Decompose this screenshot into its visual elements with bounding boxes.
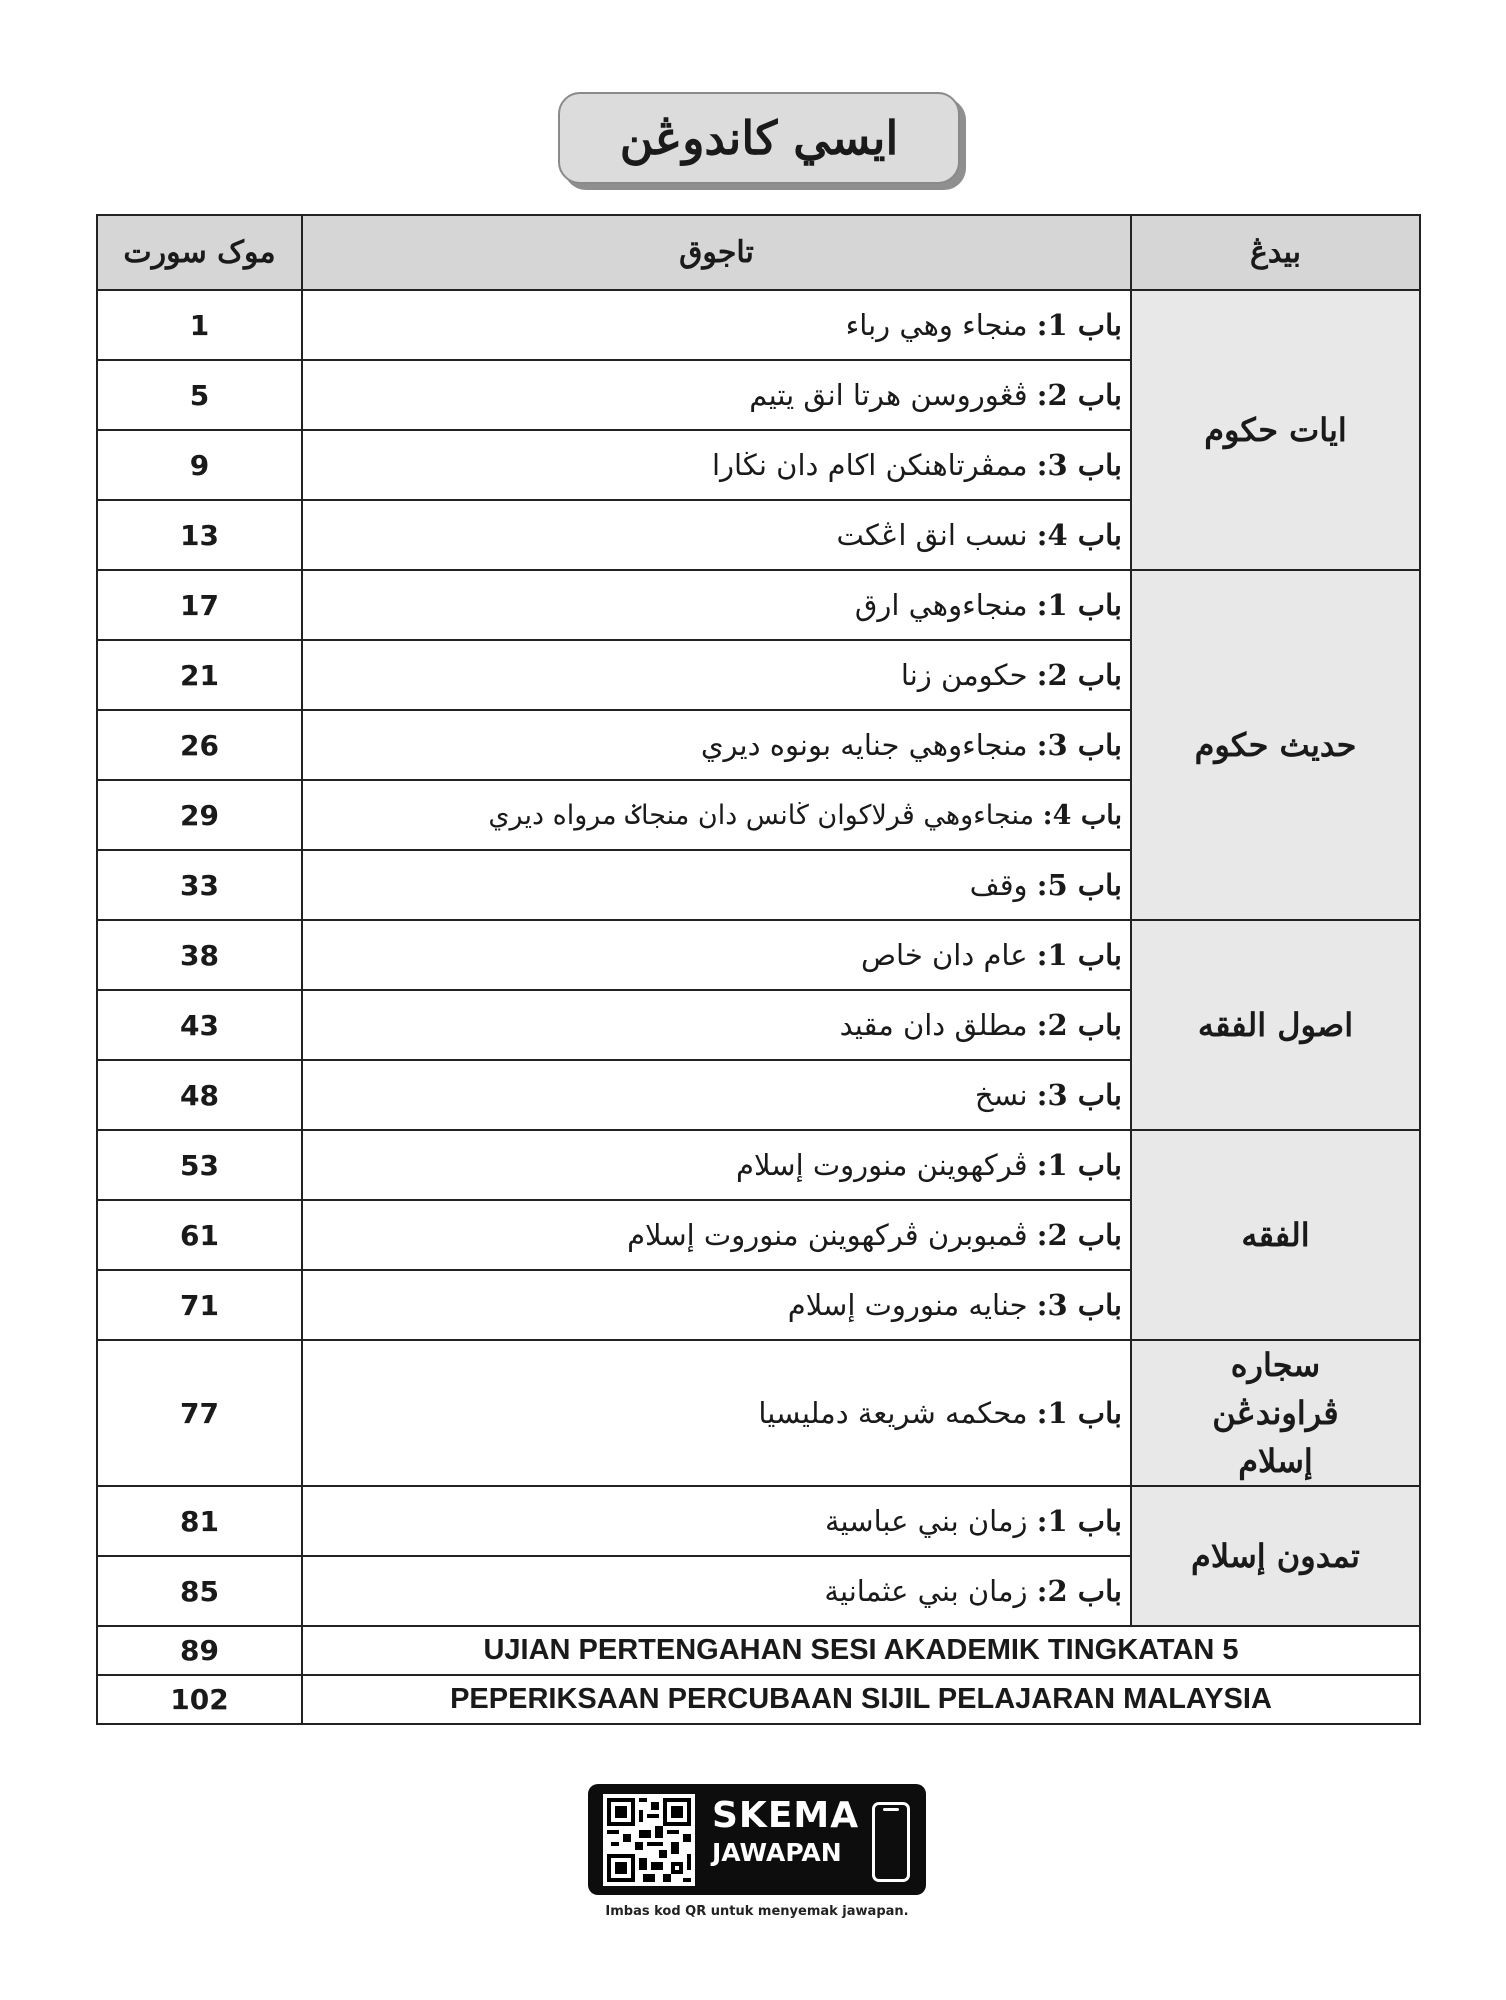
chapter-title[interactable] (302, 360, 1131, 430)
chapter-label: باب 3: (1036, 1288, 1122, 1322)
page-number: 43 (97, 990, 302, 1060)
chapter-label: باب 1: (1036, 938, 1122, 972)
exam-title[interactable]: PEPERIKSAAN PERCUBAAN SIJIL PELAJARAN MALAYSIA (302, 1675, 1420, 1724)
page-number: 102 (97, 1675, 302, 1724)
page-number: 81 (97, 1486, 302, 1556)
page-title: ايسي كاندوڠن (619, 111, 899, 165)
page-number: 29 (97, 780, 302, 850)
page-number: 77 (97, 1340, 302, 1486)
subject-cell (1131, 1340, 1420, 1486)
chapter-title[interactable] (302, 920, 1131, 990)
chapter-name: زمان بني عباسية (824, 1504, 1028, 1538)
chapter-title[interactable] (302, 1270, 1131, 1340)
chapter-name: ڤرکهوينن منوروت إسلام (736, 1148, 1028, 1182)
chapter-title[interactable] (302, 1060, 1131, 1130)
chapter-label: باب 2: (1036, 1008, 1122, 1042)
page-number: 5 (97, 360, 302, 430)
chapter-title[interactable] (302, 430, 1131, 500)
chapter-title[interactable] (302, 990, 1131, 1060)
chapter-title[interactable] (302, 290, 1131, 360)
chapter-label: باب 2: (1036, 1218, 1122, 1252)
chapter-name: عام دان خاص (860, 938, 1028, 972)
page-number: 61 (97, 1200, 302, 1270)
header-subject: بيدڠ (1131, 215, 1420, 290)
chapter-label: باب 2: (1036, 378, 1122, 412)
table-row[interactable] (97, 1130, 1420, 1200)
chapter-name: جنايه منوروت إسلام (787, 1288, 1028, 1322)
subject-cell: اصول الفقه (1131, 920, 1420, 1130)
chapter-name: حکومن زنا (900, 658, 1028, 692)
chapter-title[interactable] (302, 1200, 1131, 1270)
chapter-name: منجاءوهي ارق (854, 588, 1028, 622)
table-row[interactable] (97, 570, 1420, 640)
exam-row[interactable] (97, 1626, 1420, 1675)
chapter-title[interactable] (302, 710, 1131, 780)
exam-row[interactable] (97, 1675, 1420, 1724)
page-number: 21 (97, 640, 302, 710)
page-number: 48 (97, 1060, 302, 1130)
answer-scheme-badge[interactable] (588, 1784, 926, 1895)
chapter-label: باب 4: (1042, 799, 1122, 831)
contents-table (96, 214, 1421, 1725)
page-number: 53 (97, 1130, 302, 1200)
qr-code-icon[interactable] (603, 1794, 695, 1886)
chapter-label: باب 3: (1036, 1078, 1122, 1112)
chapter-name: منجاءوهي ڤرلاکوان ڬانس دان منجاݢ مرواه ديري (488, 799, 1035, 831)
chapter-name: نسب انق اڠکت (836, 518, 1028, 552)
page-number: 85 (97, 1556, 302, 1626)
chapter-name: نسخ (974, 1078, 1028, 1112)
chapter-title[interactable] (302, 850, 1131, 920)
chapter-title[interactable] (302, 640, 1131, 710)
chapter-label: باب 3: (1036, 448, 1122, 482)
page-number: 9 (97, 430, 302, 500)
page-number: 89 (97, 1626, 302, 1675)
chapter-title[interactable] (302, 570, 1131, 640)
chapter-label: باب 5: (1036, 868, 1122, 902)
chapter-name: وقف (969, 868, 1028, 902)
exam-title[interactable]: UJIAN PERTENGAHAN SESI AKADEMIK TINGKATAN 5 (302, 1626, 1420, 1675)
qr-caption: Imbas kod QR untuk menyemak jawapan. (605, 1904, 909, 1919)
header-page: موک سورت (97, 215, 302, 290)
subject-cell: تمدون إسلام (1131, 1486, 1420, 1626)
subject-label: سجاره ڤراوندڠن إسلام (1212, 1346, 1339, 1480)
table-row[interactable] (97, 1486, 1420, 1556)
chapter-label: باب 1: (1036, 1504, 1122, 1538)
chapter-title[interactable] (302, 500, 1131, 570)
badge-line-2: JAWAPAN (712, 1838, 842, 1867)
title-banner (558, 92, 960, 184)
chapter-label: باب 1: (1036, 1396, 1122, 1430)
chapter-title[interactable] (302, 1130, 1131, 1200)
table-row[interactable] (97, 1340, 1420, 1486)
table-row[interactable] (97, 920, 1420, 990)
chapter-label: باب 3: (1036, 728, 1122, 762)
page-number: 1 (97, 290, 302, 360)
badge-line-1: SKEMA (712, 1795, 860, 1836)
chapter-name: منجاءوهي جنايه بونوه ديري (700, 728, 1028, 762)
chapter-title[interactable] (302, 1340, 1131, 1486)
page-number: 17 (97, 570, 302, 640)
page-number: 33 (97, 850, 302, 920)
badge-label (712, 1795, 860, 1867)
chapter-label: باب 1: (1036, 308, 1122, 342)
header-topic: تاجوق (302, 215, 1131, 290)
chapter-label: باب 1: (1036, 1148, 1122, 1182)
chapter-name: زمان بني عثمانية (824, 1574, 1028, 1608)
chapter-name: مطلق دان مقيد (839, 1008, 1028, 1042)
chapter-title[interactable] (302, 1486, 1131, 1556)
page-number: 38 (97, 920, 302, 990)
chapter-name: محکمه شريعة دمليسيا (758, 1396, 1028, 1430)
chapter-label: باب 1: (1036, 588, 1122, 622)
chapter-name: منجاء وهي رباء (845, 308, 1028, 342)
table-header-row (97, 215, 1420, 290)
subject-cell: حديث حکوم (1131, 570, 1420, 920)
chapter-label: باب 2: (1036, 1574, 1122, 1608)
chapter-title[interactable] (302, 780, 1131, 850)
page-number: 13 (97, 500, 302, 570)
chapter-title[interactable] (302, 1556, 1131, 1626)
chapter-name: ڤمبوبرن ڤرکهوينن منوروت إسلام (627, 1218, 1028, 1252)
chapter-name: ممڤرتاهنکن اکام دان نڬارا (711, 448, 1028, 482)
chapter-label: باب 4: (1036, 518, 1122, 552)
chapter-name: ڤڠوروسن هرتا انق يتيم (749, 378, 1028, 412)
subject-cell: الفقه (1131, 1130, 1420, 1340)
chapter-label: باب 2: (1036, 658, 1122, 692)
page-number: 26 (97, 710, 302, 780)
smartphone-icon (872, 1802, 910, 1882)
page-number: 71 (97, 1270, 302, 1340)
table-row[interactable] (97, 290, 1420, 360)
subject-cell: ايات حکوم (1131, 290, 1420, 570)
